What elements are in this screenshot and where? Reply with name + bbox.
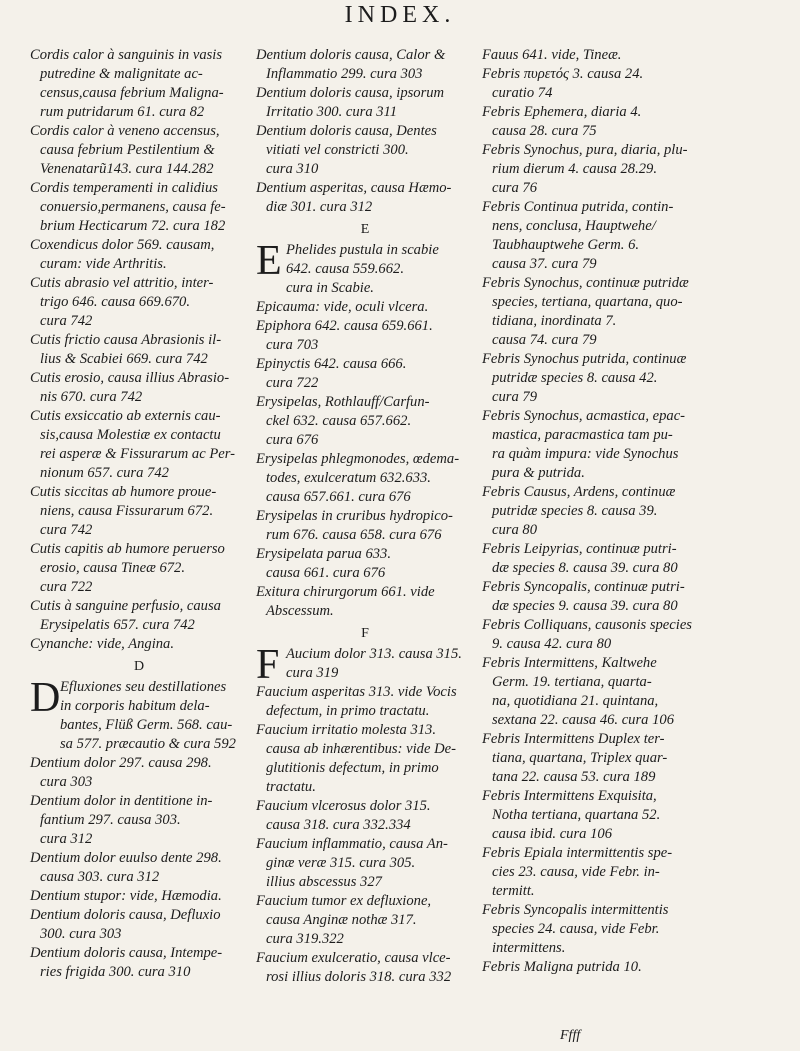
- index-entry: [30, 331, 248, 369]
- entry-text: Faucium inflammatio, causa An- ginæ veræ 315. cura 305. illius abscessus 327: [256, 836, 448, 890]
- index-entry: [482, 901, 694, 958]
- index-entry: [256, 507, 474, 545]
- entry-text: Febris Intermittens Duplex ter- tiana, quartana, Triplex quar- tana 22. causa 53. cura 189: [482, 731, 668, 785]
- signature-mark: Ffff: [560, 1028, 581, 1043]
- index-entry: [482, 540, 694, 578]
- entry-text: Cutis erosio, causa illius Abrasio- nis 670. cura 742: [30, 370, 230, 405]
- index-entry: [30, 944, 248, 982]
- index-entry: [482, 958, 694, 977]
- index-entry: [30, 635, 248, 654]
- index-entry: [256, 450, 474, 507]
- index-entry: [30, 597, 248, 635]
- index-entry: [256, 393, 474, 450]
- index-entry: [256, 84, 474, 122]
- entry-text: Febris Continua putrida, contin- nens, conclusa, Hauptwehe/ Taubhauptwehe Germ. 6. causa 37. cura 79: [482, 199, 674, 272]
- entry-text: Dentium doloris causa, ipsorum Irritatio 300. cura 311: [256, 85, 445, 120]
- index-entry: [482, 274, 694, 350]
- index-entry: [30, 754, 248, 792]
- index-entry: [482, 616, 694, 654]
- entry-text: Cordis calor à veneno accensus, causa febrium Pestilentium & Venenatarũ143. cura 144.282: [30, 123, 220, 177]
- entry-text: Epinyctis 642. causa 666. cura 722: [256, 356, 407, 391]
- index-entry: [30, 407, 248, 483]
- entry-text: Phelides pustula in scabie 642. causa 559.662. cura in Scabie.: [286, 242, 439, 296]
- index-entry: [482, 578, 694, 616]
- index-entry: [256, 949, 474, 987]
- index-entry: [482, 483, 694, 540]
- entry-text: Exitura chirurgorum 661. vide Abscessum.: [256, 584, 435, 619]
- entry-text: Dentium asperitas, causa Hæmo- diæ 301. cura 312: [256, 180, 452, 215]
- index-entry: [256, 892, 474, 949]
- entry-text: Febris Maligna putrida 10.: [482, 959, 642, 975]
- entry-text: Febris πυρετός 3. causa 24. curatio 74: [482, 66, 644, 101]
- index-entry: [256, 46, 474, 84]
- index-entry: [256, 238, 474, 298]
- entry-text: Dentium dolor in dentitione in- fantium 297. causa 303. cura 312: [30, 793, 213, 847]
- entry-text: Efluxiones seu destillationes in corporis habitum dela- bantes, Flüß Germ. 568. cau- sa 577. præcautio & cura 592: [60, 679, 236, 752]
- index-entry: [482, 844, 694, 901]
- index-entry: [30, 849, 248, 887]
- index-entry: [482, 141, 694, 198]
- drop-cap: F: [256, 642, 280, 688]
- index-entry: [256, 721, 474, 797]
- entry-text: Febris Synochus, acmastica, epac- mastica, paracmastica tam pu- ra quàm impura: vide Synochus pura & putrida.: [482, 408, 686, 481]
- index-entry: [256, 355, 474, 393]
- index-entry: [30, 675, 248, 754]
- index-column-2: [256, 46, 474, 987]
- entry-text: Cordis calor à sanguinis in vasis putredine & malignitate ac- census,causa febrium Maligna- rum putridarum 61. cura 82: [30, 47, 224, 120]
- entry-text: Febris Intermittens Exquisita, Notha tertiana, quartana 52. causa ibid. cura 106: [482, 788, 661, 842]
- entry-text: Cutis exsiccatio ab externis cau- sis,causa Molestiæ ex contactu rei asperæ & Fissurarum ac Per- nionum 657. cura 742: [30, 408, 235, 481]
- entry-text: Faucium irritatio molesta 313. causa ab inhærentibus: vide De- glutitionis defectum, in primo tractatu.: [256, 722, 456, 795]
- index-entry: [256, 642, 474, 688]
- index-entry: [482, 350, 694, 407]
- entry-text: Febris Syncopalis, continuæ putri- dæ species 9. causa 39. cura 80: [482, 579, 685, 614]
- entry-text: Epiphora 642. causa 659.661. cura 703: [256, 318, 433, 353]
- entry-text: Febris Epiala intermittentis spe- cies 23. causa, vide Febr. in- termitt.: [482, 845, 673, 899]
- entry-text: Dentium dolor 297. causa 298. cura 303: [30, 755, 212, 790]
- index-entry: [256, 317, 474, 355]
- index-entry: [482, 65, 694, 103]
- entry-text: Cutis à sanguine perfusio, causa Erysipelatis 657. cura 742: [30, 598, 221, 633]
- entry-text: Cutis capitis ab humore peruerso erosio, causa Tineæ 672. cura 722: [30, 541, 225, 595]
- index-entry: [256, 683, 474, 721]
- entry-text: Febris Synochus putrida, continuæ putridæ species 8. causa 42. cura 79: [482, 351, 687, 405]
- index-column-3: [482, 46, 694, 977]
- index-entry: [256, 122, 474, 179]
- entry-text: Faucium tumor ex defluxione, causa Anginæ nothæ 317. cura 319.322: [256, 893, 432, 947]
- entry-text: Fauus 641. vide, Tineæ.: [482, 47, 622, 63]
- entry-text: Cutis abrasio vel attritio, inter- trigo 646. causa 669.670. cura 742: [30, 275, 214, 329]
- entry-text: Faucium vlcerosus dolor 315. causa 318. cura 332.334: [256, 798, 431, 833]
- index-entry: [30, 122, 248, 179]
- index-entry: [256, 835, 474, 892]
- drop-cap: E: [256, 238, 282, 284]
- entry-text: Dentium stupor: vide, Hæmodia.: [30, 888, 222, 904]
- index-column-1: [30, 46, 248, 982]
- index-entry: [256, 179, 474, 217]
- entry-text: Dentium dolor euulso dente 298. causa 303. cura 312: [30, 850, 222, 885]
- entry-text: Febris Synochus, pura, diaria, plu- rium dierum 4. causa 28.29. cura 76: [482, 142, 688, 196]
- index-entry: [256, 545, 474, 583]
- index-entry: [482, 654, 694, 730]
- entry-text: Erysipelata parua 633. causa 661. cura 676: [256, 546, 391, 581]
- entry-text: Cynanche: vide, Angina.: [30, 636, 175, 652]
- entry-text: Dentium doloris causa, Dentes vitiati vel constricti 300. cura 310: [256, 123, 437, 177]
- page-title: INDEX.: [344, 2, 456, 28]
- entry-text: Aucium dolor 313. causa 315. cura 319: [286, 646, 462, 681]
- entry-text: Febris Causus, Ardens, continuæ putridæ species 8. causa 39. cura 80: [482, 484, 676, 538]
- entry-text: Dentium doloris causa, Intempe- ries frigida 300. cura 310: [30, 945, 223, 980]
- index-entry: [30, 274, 248, 331]
- index-entry: [30, 369, 248, 407]
- index-entry: [482, 407, 694, 483]
- entry-text: Dentium doloris causa, Calor & Inflammatio 299. cura 303: [256, 47, 446, 82]
- index-entry: [30, 483, 248, 540]
- index-entry: [482, 198, 694, 274]
- section-letter: E: [360, 222, 370, 237]
- entry-text: Coxendicus dolor 569. causam, curam: vide Arthritis.: [30, 237, 215, 272]
- index-entry: [256, 583, 474, 621]
- entry-text: Febris Leipyrias, continuæ putri- dæ species 8. causa 39. cura 80: [482, 541, 678, 576]
- index-entry: [482, 46, 694, 65]
- index-entry: [256, 797, 474, 835]
- entry-text: Febris Intermittens, Kaltwehe Germ. 19. tertiana, quarta- na, quotidiana 21. quintana, sextana 22. causa 46. cura 106: [482, 655, 674, 728]
- index-entry: [30, 540, 248, 597]
- index-entry: [482, 103, 694, 141]
- entry-text: Epicauma: vide, oculi vlcera.: [256, 299, 429, 315]
- entry-text: Faucium exulceratio, causa vlce- rosi illius doloris 318. cura 332: [256, 950, 452, 985]
- index-entry: [482, 730, 694, 787]
- index-entry: [30, 887, 248, 906]
- entry-text: Febris Synochus, continuæ putridæ species, tertiana, quartana, quo- tidiana, inordinata 7. causa 74. cura 79: [482, 275, 689, 348]
- entry-text: Cordis temperamenti in calidius conuersio,permanens, causa fe- brium Hecticarum 72. cura 182: [30, 180, 226, 234]
- index-entry: [30, 236, 248, 274]
- entry-text: Erysipelas phlegmonodes, œdema- todes, exulceratum 632.633. causa 657.661. cura 676: [256, 451, 460, 505]
- index-entry: [30, 46, 248, 122]
- entry-text: Erysipelas, Rothlauff/Carfun- ckel 632. causa 657.662. cura 676: [256, 394, 430, 448]
- index-entry: [30, 179, 248, 236]
- index-entry: [482, 787, 694, 844]
- entry-text: Dentium doloris causa, Defluxio 300. cura 303: [30, 907, 221, 942]
- entry-text: Faucium asperitas 313. vide Vocis defectum, in primo tractatu.: [256, 684, 457, 719]
- index-entry: [30, 906, 248, 944]
- index-entry: [256, 298, 474, 317]
- entry-text: Erysipelas in cruribus hydropico- rum 676. causa 658. cura 676: [256, 508, 453, 543]
- section-letter: F: [361, 626, 369, 641]
- section-letter: D: [133, 659, 145, 674]
- entry-text: Febris Ephemera, diaria 4. causa 28. cura 75: [482, 104, 642, 139]
- entry-text: Febris Colliquans, causonis species 9. causa 42. cura 80: [482, 617, 692, 652]
- drop-cap: D: [30, 675, 61, 721]
- entry-text: Febris Syncopalis intermittentis species 24. causa, vide Febr. intermittens.: [482, 902, 669, 956]
- index-entry: [30, 792, 248, 849]
- entry-text: Cutis frictio causa Abrasionis il- lius & Scabiei 669. cura 742: [30, 332, 222, 367]
- entry-text: Cutis siccitas ab humore proue- niens, causa Fissurarum 672. cura 742: [30, 484, 217, 538]
